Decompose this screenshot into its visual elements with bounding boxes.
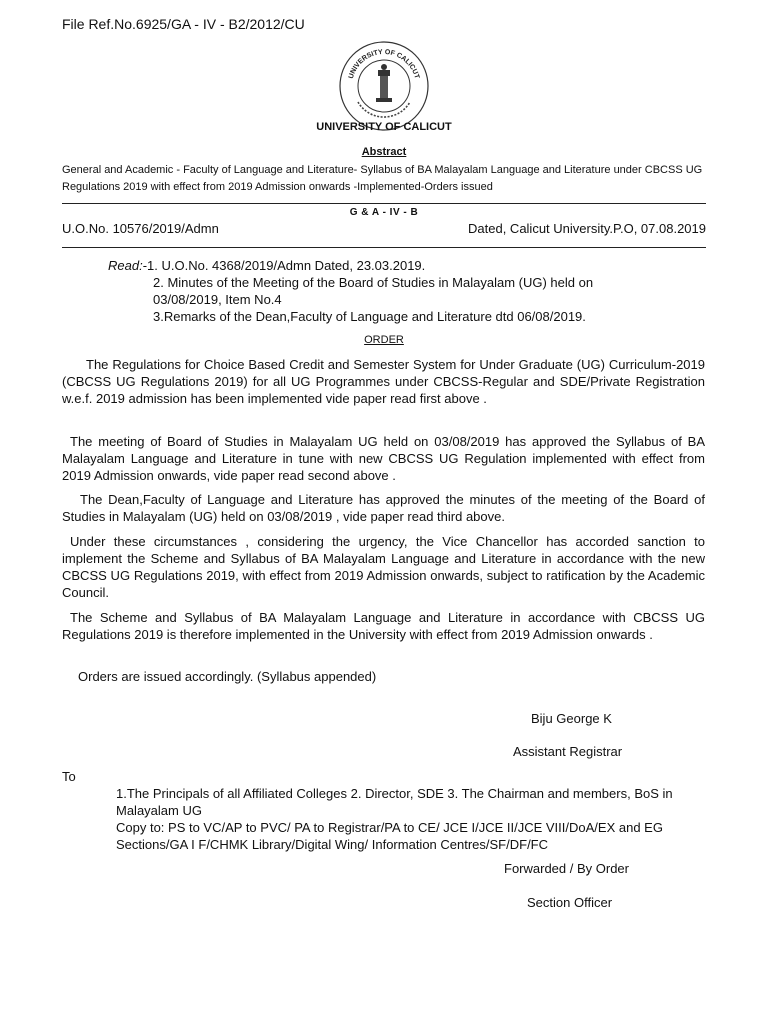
section-code: G & A - IV - B <box>349 207 419 218</box>
file-reference: File Ref.No.6925/GA - IV - B2/2012/CU <box>62 16 305 32</box>
order-paragraph-1: The Regulations for Choice Based Credit and Semester System for Under Graduate (UG) Curriculum-2019 (CBCSS UG Regulations 2019) for all UG Programmes under CBCSS-Regular and SDE/Private Registration w.e.f. 2019 admission has been implemented vide paper read first above . <box>62 357 705 406</box>
order-paragraph-4: Under these circumstances , considering the urgency, the Vice Chancellor has accorded sanction to implement the Scheme and Syllabus of BA Malayalam Language and Literature in accordance with the new CBCSS UG Regulations 2019, with effect from 2019 Admission onwards, subject to ratification by the Academic Council. <box>62 534 705 600</box>
read-label: Read: <box>108 258 143 273</box>
svg-text:UNIVERSITY OF CALICUT: UNIVERSITY OF CALICUT <box>347 48 421 80</box>
read-line-1: -1. U.O.No. 4368/2019/Admn Dated, 23.03.2019. <box>142 258 426 273</box>
to-label: To <box>62 769 76 784</box>
order-paragraph-2: The meeting of Board of Studies in Malayalam UG held on 03/08/2019 has approved the Syllabus of BA Malayalam Language and Literature in tune with new CBCSS UG Regulation implemented with effect from 2019 Admission onwards, vide paper read second above . <box>62 434 705 483</box>
dated-line: Dated, Calicut University.P.O, 07.08.2019 <box>468 221 706 236</box>
section-officer: Section Officer <box>527 895 613 910</box>
read-line-4: 3.Remarks of the Dean,Faculty of Language and Literature dtd 06/08/2019. <box>153 309 586 324</box>
uo-number: U.O.No. 10576/2019/Admn <box>62 221 219 236</box>
order-paragraph-6: Orders are issued accordingly. (Syllabus appended) <box>78 669 377 684</box>
order-heading: ORDER <box>364 334 404 346</box>
recipients-block <box>116 785 708 853</box>
abstract-text: General and Academic - Faculty of Language and Literature- Syllabus of BA Malayalam Language and Literature under CBCSS UG Regulations 2019 with effect from 2019 Admission onwards -Implemented-Orders issued <box>62 164 703 193</box>
signatory-name: Biju George K <box>531 711 612 726</box>
university-seal-logo <box>338 40 430 132</box>
abstract-heading: Abstract <box>361 146 407 158</box>
forwarded-by-order: Forwarded / By Order <box>504 861 629 876</box>
divider-bottom <box>62 247 706 248</box>
read-references <box>108 257 593 325</box>
divider-top <box>62 203 706 204</box>
copy-to-list: Copy to: PS to VC/AP to PVC/ PA to Registrar/PA to CE/ JCE I/JCE II/JCE VIII/DoA/EX and EG Sections/GA I F/CHMK Library/Digital Wing/ Information Centres/SF/DF/FC <box>116 820 663 852</box>
order-paragraph-3: The Dean,Faculty of Language and Literature has approved the minutes of the meeting of the Board of Studies in Malayalam (UG) held on 03/08/2019 , vide paper read third above. <box>62 492 705 524</box>
signatory-designation: Assistant Registrar <box>513 744 623 759</box>
read-line-2: 2. Minutes of the Meeting of the Board of Studies in Malayalam (UG) held on <box>153 275 594 290</box>
university-name: UNIVERSITY OF CALICUT <box>316 121 452 133</box>
order-paragraph-5: The Scheme and Syllabus of BA Malayalam Language and Literature in accordance with CBCSS UG Regulations 2019 is therefore implemented in the University with effect from 2019 Admission onwards . <box>62 610 705 642</box>
read-line-3: 03/08/2019, Item No.4 <box>153 292 282 307</box>
recipients-list: 1.The Principals of all Affiliated Colleges 2. Director, SDE 3. The Chairman and members, BoS in Malayalam UG <box>116 786 673 818</box>
